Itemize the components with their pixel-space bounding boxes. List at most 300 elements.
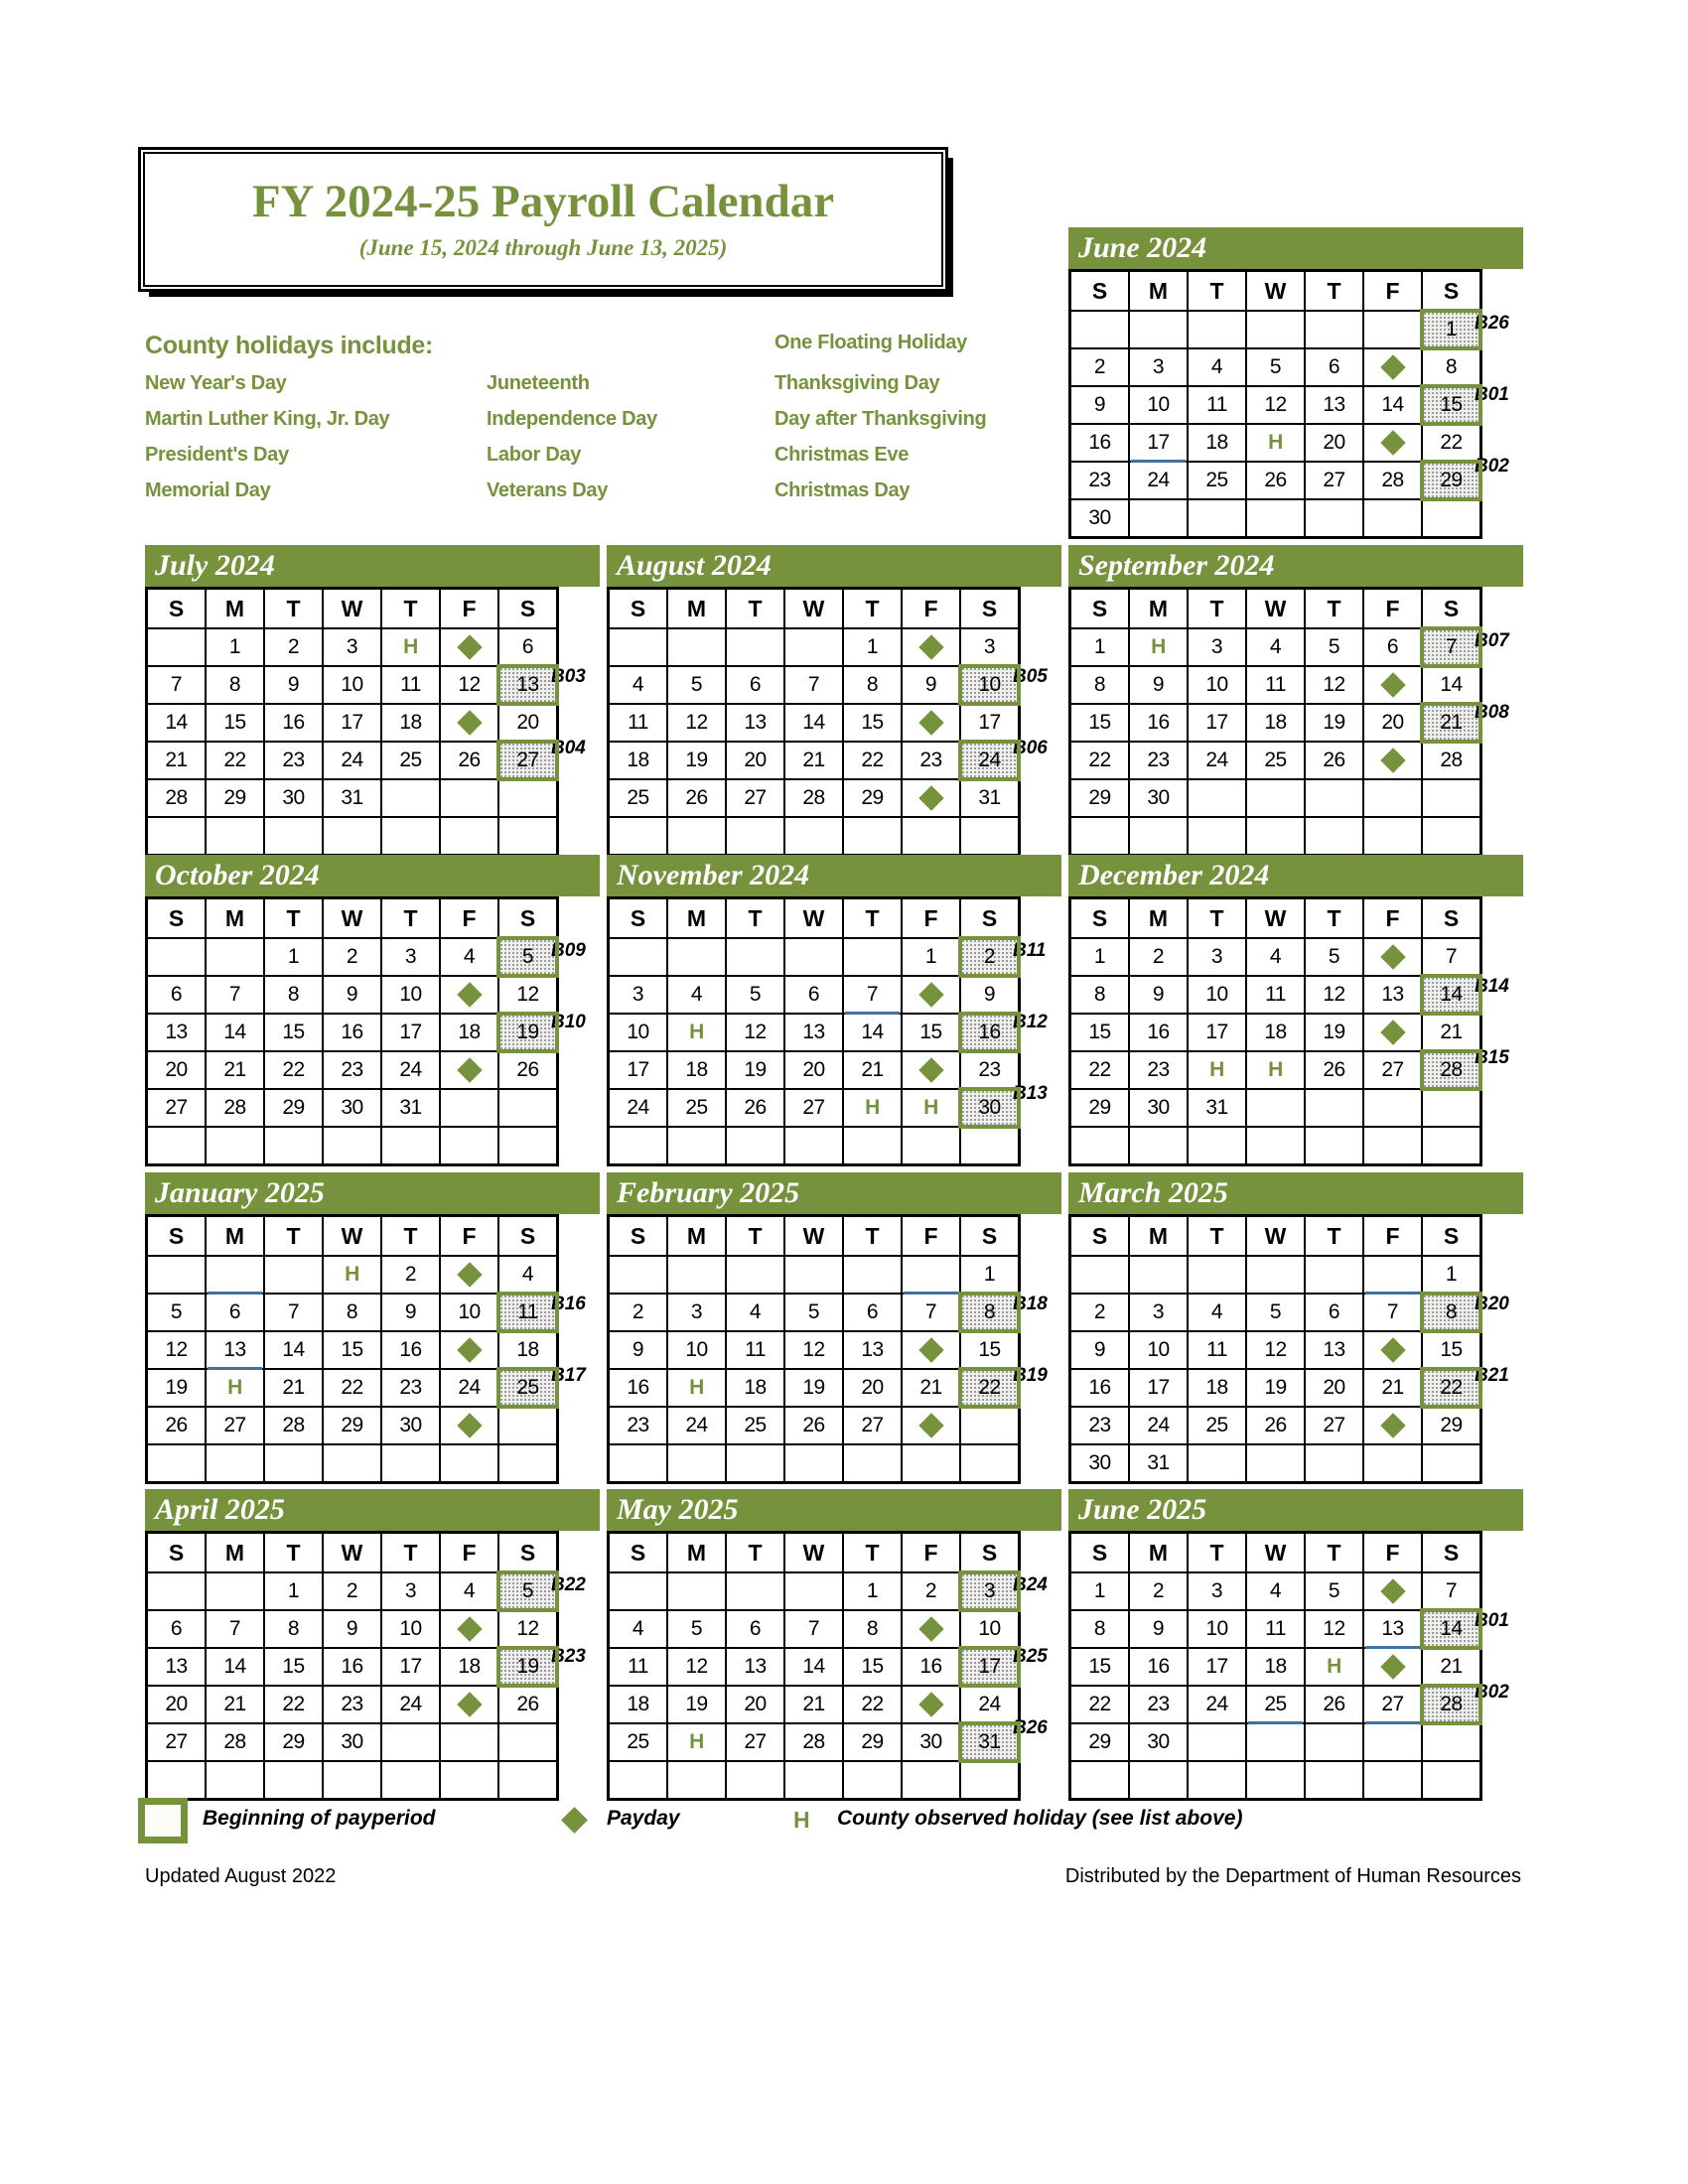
day-cell: 18	[1188, 1369, 1246, 1407]
day-cell: 13	[784, 1014, 843, 1051]
day-cell	[1363, 938, 1422, 976]
day-cell: 1	[843, 1572, 902, 1610]
day-cell: 13	[1363, 1610, 1422, 1648]
day-cell: 27	[1363, 1686, 1422, 1723]
day-cell: 28	[1363, 462, 1422, 499]
payday-diamond-icon	[918, 1616, 943, 1641]
day-cell: 10	[1188, 976, 1246, 1014]
day-cell	[902, 1444, 960, 1483]
day-cell: 8	[1070, 666, 1130, 704]
day-cell: 24	[1129, 462, 1188, 499]
day-cell	[440, 1051, 498, 1089]
day-cell: 24	[960, 1686, 1020, 1723]
day-cell: 25	[1188, 462, 1246, 499]
holiday-h-symbol: H	[793, 1807, 810, 1833]
day-cell	[440, 1127, 498, 1165]
calendar-month-title: March 2025	[1068, 1172, 1523, 1214]
day-cell: 8	[1070, 976, 1130, 1014]
day-cell	[609, 628, 668, 666]
day-header: F	[440, 589, 498, 629]
day-cell: 29	[1070, 1089, 1130, 1127]
day-cell: 2	[902, 1572, 960, 1610]
day-cell: H	[323, 1256, 381, 1294]
day-cell: 11	[726, 1331, 784, 1369]
day-cell	[381, 1723, 440, 1761]
holiday-item: Memorial Day	[145, 479, 271, 501]
day-cell: 10	[381, 1610, 440, 1648]
day-cell: 21	[843, 1051, 902, 1089]
day-cell	[726, 1761, 784, 1800]
day-header: M	[206, 1216, 264, 1257]
day-header: W	[1246, 898, 1305, 939]
payday-diamond-icon	[457, 1692, 482, 1716]
day-cell	[960, 1407, 1020, 1444]
day-header: M	[667, 589, 726, 629]
day-cell: 7	[1422, 938, 1481, 976]
day-cell	[1070, 1256, 1130, 1294]
day-cell	[726, 1444, 784, 1483]
day-cell	[498, 1127, 558, 1165]
day-cell: 4	[609, 666, 668, 704]
day-cell: 6	[1363, 628, 1422, 666]
calendar-grid	[1068, 587, 1482, 857]
day-header: T	[1305, 898, 1363, 939]
day-cell	[960, 1444, 1020, 1483]
day-cell	[1363, 1256, 1422, 1294]
day-cell	[206, 1127, 264, 1165]
day-cell: 26	[1305, 742, 1363, 779]
day-cell: 26	[726, 1089, 784, 1127]
day-cell: 8	[1422, 348, 1481, 386]
day-cell	[1246, 1761, 1305, 1800]
day-cell	[1188, 311, 1246, 348]
day-header: W	[323, 898, 381, 939]
day-header: S	[609, 589, 668, 629]
day-cell	[726, 1127, 784, 1165]
payperiod-code-label: B12	[1013, 1012, 1048, 1032]
day-cell: 26	[498, 1686, 558, 1723]
payday-diamond-icon	[457, 634, 482, 659]
day-header: W	[323, 1216, 381, 1257]
day-cell: 23	[1129, 1051, 1188, 1089]
day-header: W	[1246, 271, 1305, 312]
day-cell	[147, 1761, 207, 1800]
payday-diamond-icon	[1380, 1654, 1405, 1679]
day-cell: 21	[206, 1686, 264, 1723]
day-cell: 5	[1305, 628, 1363, 666]
day-cell: 10	[960, 666, 1020, 704]
payperiod-code-label: B04	[551, 738, 586, 758]
payday-diamond-icon	[1380, 1578, 1405, 1603]
day-cell	[667, 1761, 726, 1800]
day-cell: 6	[784, 976, 843, 1014]
calendar-month-title: February 2025	[607, 1172, 1061, 1214]
day-cell: 8	[264, 1610, 323, 1648]
day-cell: 4	[667, 976, 726, 1014]
day-cell	[1188, 779, 1246, 817]
day-cell	[147, 1444, 207, 1483]
payperiod-code-label: B16	[551, 1294, 586, 1314]
day-cell	[1363, 1089, 1422, 1127]
day-cell	[381, 1127, 440, 1165]
day-cell	[960, 1761, 1020, 1800]
day-cell: 6	[726, 666, 784, 704]
day-cell: 19	[1305, 704, 1363, 742]
day-cell	[206, 1572, 264, 1610]
day-cell	[440, 1686, 498, 1723]
payday-diamond-icon	[457, 982, 482, 1007]
day-cell	[1305, 1723, 1363, 1761]
day-cell: 27	[1363, 1051, 1422, 1089]
day-header: F	[902, 1216, 960, 1257]
day-cell	[1422, 1127, 1481, 1165]
day-cell	[902, 1256, 960, 1294]
day-cell	[902, 1127, 960, 1165]
day-cell	[1305, 1256, 1363, 1294]
day-cell: 26	[498, 1051, 558, 1089]
day-cell: 16	[264, 704, 323, 742]
day-header: T	[1188, 1533, 1246, 1573]
day-header: T	[726, 1533, 784, 1573]
day-cell: 14	[1422, 666, 1481, 704]
day-cell	[1246, 1089, 1305, 1127]
day-cell	[1363, 1444, 1422, 1483]
day-cell: 1	[1070, 938, 1130, 976]
day-cell: 30	[1070, 499, 1130, 538]
day-cell: 20	[784, 1051, 843, 1089]
day-cell	[726, 817, 784, 856]
day-cell: 7	[1363, 1294, 1422, 1331]
day-cell: 14	[784, 1648, 843, 1686]
day-cell: 8	[206, 666, 264, 704]
payday-diamond-icon	[918, 785, 943, 810]
day-cell	[1363, 1331, 1422, 1369]
day-cell: 15	[902, 1014, 960, 1051]
day-cell: 14	[1422, 1610, 1481, 1648]
day-cell: 15	[1422, 386, 1481, 424]
payperiod-code-label: B03	[551, 666, 586, 687]
day-cell: H	[1246, 1051, 1305, 1089]
day-cell: 9	[323, 1610, 381, 1648]
holiday-item: Day after Thanksgiving	[774, 408, 987, 430]
calendar-month-title: October 2024	[145, 855, 600, 896]
day-cell	[902, 1331, 960, 1369]
day-header: T	[843, 1216, 902, 1257]
holiday-item: Thanksgiving Day	[774, 372, 940, 394]
day-cell	[323, 1127, 381, 1165]
day-cell: 3	[960, 1572, 1020, 1610]
calendar-june-2024	[1068, 227, 1535, 539]
day-cell: 29	[1422, 1407, 1481, 1444]
day-cell	[1188, 499, 1246, 538]
day-cell: 23	[1070, 1407, 1130, 1444]
day-cell: 21	[902, 1369, 960, 1407]
day-cell	[726, 938, 784, 976]
day-cell: 7	[206, 1610, 264, 1648]
day-header: T	[1305, 271, 1363, 312]
day-cell: 27	[726, 1723, 784, 1761]
day-header: F	[440, 1216, 498, 1257]
day-cell: 5	[498, 938, 558, 976]
calendar-grid	[607, 587, 1021, 857]
day-cell	[147, 1256, 207, 1294]
day-cell	[1129, 1256, 1188, 1294]
day-cell: 16	[902, 1648, 960, 1686]
day-cell: 11	[1246, 976, 1305, 1014]
payperiod-code-label: B21	[1475, 1365, 1509, 1386]
day-cell: 7	[784, 1610, 843, 1648]
payperiod-code-label: B02	[1475, 1682, 1509, 1703]
day-cell: 15	[264, 1014, 323, 1051]
payperiod-code-label: B13	[1013, 1083, 1048, 1104]
day-cell: 4	[1246, 628, 1305, 666]
day-cell: 7	[1422, 628, 1481, 666]
day-header: S	[1422, 898, 1481, 939]
day-cell: 5	[1246, 348, 1305, 386]
day-cell: 5	[1305, 1572, 1363, 1610]
day-cell	[323, 817, 381, 856]
day-cell: 19	[667, 742, 726, 779]
day-cell: 29	[843, 1723, 902, 1761]
day-cell: 2	[1129, 938, 1188, 976]
day-cell: 16	[1070, 424, 1130, 462]
day-cell: 3	[1129, 1294, 1188, 1331]
day-cell: 12	[1305, 976, 1363, 1014]
day-cell: 6	[1305, 348, 1363, 386]
day-cell: 17	[960, 704, 1020, 742]
day-cell: 28	[264, 1407, 323, 1444]
day-cell: 28	[206, 1723, 264, 1761]
day-cell: 18	[498, 1331, 558, 1369]
day-cell	[1305, 1089, 1363, 1127]
day-cell	[206, 1761, 264, 1800]
day-cell: 10	[323, 666, 381, 704]
day-cell: 25	[726, 1407, 784, 1444]
day-cell	[902, 779, 960, 817]
day-cell: 29	[264, 1723, 323, 1761]
day-header: W	[784, 898, 843, 939]
day-cell	[902, 976, 960, 1014]
day-cell	[440, 1089, 498, 1127]
day-cell	[1129, 499, 1188, 538]
day-cell: 5	[1305, 938, 1363, 976]
day-cell: 11	[498, 1294, 558, 1331]
day-header: T	[264, 1533, 323, 1573]
day-cell: 27	[147, 1089, 207, 1127]
day-header: F	[1363, 271, 1422, 312]
day-cell	[1363, 1761, 1422, 1800]
day-cell: 10	[609, 1014, 668, 1051]
payperiod-code-label: B14	[1475, 976, 1509, 997]
day-cell	[784, 938, 843, 976]
day-cell: 15	[1422, 1331, 1481, 1369]
day-cell	[147, 1127, 207, 1165]
day-header: S	[960, 589, 1020, 629]
day-cell	[1363, 1723, 1422, 1761]
day-cell: 26	[667, 779, 726, 817]
day-cell	[440, 704, 498, 742]
calendar-february-2025	[607, 1172, 1073, 1484]
day-cell: 3	[609, 976, 668, 1014]
day-cell: 29	[264, 1089, 323, 1127]
day-cell: 23	[323, 1686, 381, 1723]
day-cell	[264, 817, 323, 856]
day-header: M	[1129, 589, 1188, 629]
day-cell: 3	[1129, 348, 1188, 386]
day-cell	[843, 1256, 902, 1294]
day-cell	[1305, 817, 1363, 856]
day-cell: 22	[323, 1369, 381, 1407]
holiday-item: Christmas Day	[774, 479, 911, 501]
day-cell: 10	[667, 1331, 726, 1369]
day-cell: 23	[609, 1407, 668, 1444]
day-cell: 8	[323, 1294, 381, 1331]
day-cell: 28	[147, 779, 207, 817]
day-header: S	[498, 1533, 558, 1573]
day-cell	[440, 1256, 498, 1294]
calendar-grid	[607, 896, 1021, 1166]
day-cell: 17	[381, 1014, 440, 1051]
day-cell	[440, 1331, 498, 1369]
day-cell: 4	[1188, 1294, 1246, 1331]
day-header: M	[206, 1533, 264, 1573]
day-cell: 11	[1246, 666, 1305, 704]
day-cell: 15	[1070, 704, 1130, 742]
payday-diamond-icon	[1380, 354, 1405, 379]
calendar-may-2025	[607, 1489, 1073, 1801]
day-cell: 8	[264, 976, 323, 1014]
day-cell: 7	[902, 1294, 960, 1331]
payday-diamond-icon	[918, 1337, 943, 1362]
payperiod-legend-swatch	[138, 1798, 188, 1843]
calendar-grid	[607, 1531, 1021, 1801]
payperiod-code-label: B07	[1475, 630, 1509, 651]
day-cell: 11	[1188, 386, 1246, 424]
day-cell: 2	[381, 1256, 440, 1294]
day-cell	[1363, 1127, 1422, 1165]
calendar-month-title: August 2024	[607, 545, 1061, 587]
legend-holiday-label: County observed holiday (see list above)	[837, 1807, 1243, 1830]
day-header: T	[1188, 898, 1246, 939]
payperiod-code-label: B10	[551, 1012, 586, 1032]
day-cell	[843, 817, 902, 856]
day-cell	[1246, 1127, 1305, 1165]
day-cell: 17	[1129, 1369, 1188, 1407]
day-cell: 4	[440, 938, 498, 976]
day-header: W	[1246, 1216, 1305, 1257]
day-header: M	[1129, 898, 1188, 939]
day-cell: 29	[323, 1407, 381, 1444]
day-cell: 3	[1188, 1572, 1246, 1610]
holiday-item: New Year's Day	[145, 372, 287, 394]
day-cell: 10	[960, 1610, 1020, 1648]
day-cell: 4	[498, 1256, 558, 1294]
day-cell: 13	[206, 1331, 264, 1369]
day-cell	[726, 1256, 784, 1294]
day-cell: 26	[147, 1407, 207, 1444]
day-cell	[667, 628, 726, 666]
day-cell: 18	[440, 1014, 498, 1051]
payperiod-code-label: B01	[1475, 384, 1509, 405]
day-cell	[960, 817, 1020, 856]
day-header: W	[784, 1216, 843, 1257]
day-cell: 11	[381, 666, 440, 704]
day-cell	[1188, 1723, 1246, 1761]
day-header: S	[960, 898, 1020, 939]
day-header: M	[667, 1216, 726, 1257]
day-cell: 30	[960, 1089, 1020, 1127]
day-cell: 27	[1305, 462, 1363, 499]
day-cell: 30	[1129, 1089, 1188, 1127]
day-cell: 12	[726, 1014, 784, 1051]
day-cell	[1363, 1648, 1422, 1686]
day-cell	[440, 1444, 498, 1483]
day-cell: 9	[1070, 1331, 1130, 1369]
payperiod-code-label: B08	[1475, 702, 1509, 723]
day-cell: 15	[206, 704, 264, 742]
day-cell: 23	[902, 742, 960, 779]
day-cell: 8	[843, 1610, 902, 1648]
day-cell: 18	[609, 1686, 668, 1723]
day-cell: 18	[609, 742, 668, 779]
day-cell: 3	[323, 628, 381, 666]
day-cell: 26	[1246, 1407, 1305, 1444]
day-header: S	[1070, 1216, 1130, 1257]
distributed-by-text: Distributed by the Department of Human Resources	[1064, 1865, 1521, 1887]
day-cell: 29	[1422, 462, 1481, 499]
day-cell: 26	[1246, 462, 1305, 499]
payday-diamond-icon	[1380, 1020, 1405, 1044]
day-header: S	[498, 898, 558, 939]
day-cell	[1246, 1256, 1305, 1294]
day-cell: 21	[206, 1051, 264, 1089]
day-cell: 27	[726, 779, 784, 817]
day-cell: 5	[667, 1610, 726, 1648]
day-cell: 28	[1422, 1051, 1481, 1089]
day-cell: 24	[960, 742, 1020, 779]
day-cell: 15	[843, 1648, 902, 1686]
day-header: F	[1363, 898, 1422, 939]
day-cell: 25	[609, 1723, 668, 1761]
day-header: T	[264, 589, 323, 629]
day-cell: 13	[726, 1648, 784, 1686]
calendar-month-title: September 2024	[1068, 545, 1523, 587]
day-cell: 7	[784, 666, 843, 704]
day-cell: 30	[323, 1723, 381, 1761]
legend-payperiod-label: Beginning of payperiod	[203, 1807, 436, 1830]
day-cell: 27	[1305, 1407, 1363, 1444]
day-cell: 12	[147, 1331, 207, 1369]
day-cell	[1246, 779, 1305, 817]
day-cell	[1305, 1444, 1363, 1483]
day-cell: 6	[206, 1294, 264, 1331]
day-cell	[206, 1256, 264, 1294]
day-cell: 7	[206, 976, 264, 1014]
day-cell: 24	[609, 1089, 668, 1127]
calendar-grid	[1068, 1531, 1482, 1801]
day-header: T	[1305, 589, 1363, 629]
day-cell	[264, 1256, 323, 1294]
day-cell	[1422, 1444, 1481, 1483]
day-cell: 22	[1422, 1369, 1481, 1407]
calendar-september-2024	[1068, 545, 1535, 857]
day-cell: 1	[264, 938, 323, 976]
day-cell	[1070, 1127, 1130, 1165]
day-cell: 1	[1070, 1572, 1130, 1610]
day-cell: 29	[206, 779, 264, 817]
day-cell: 25	[1246, 1686, 1305, 1723]
day-cell: 19	[498, 1014, 558, 1051]
